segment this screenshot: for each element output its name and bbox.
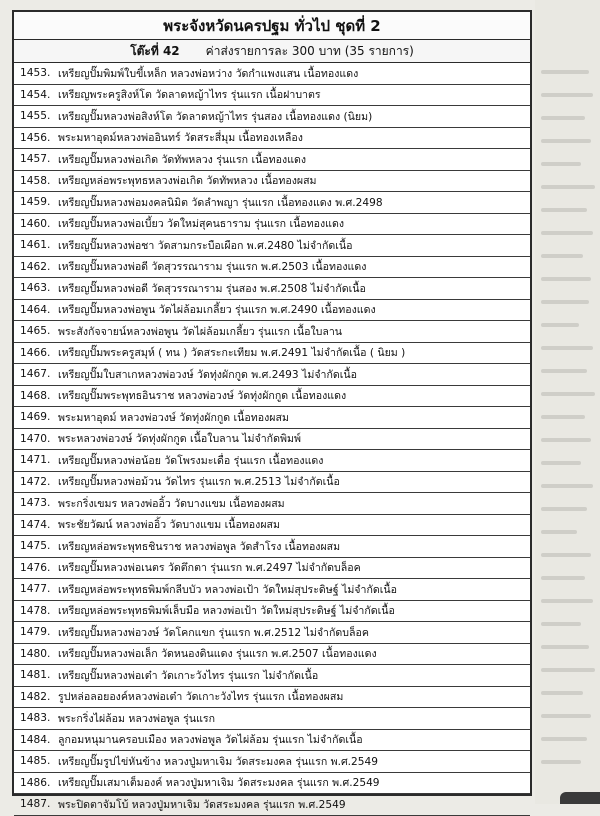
- list-item: [14, 730, 530, 752]
- list-item: [14, 493, 530, 515]
- item-number: 1461.: [20, 239, 51, 252]
- item-number: 1474.: [20, 518, 51, 531]
- list-item: [14, 214, 530, 236]
- item-number: 1475.: [20, 540, 51, 553]
- item-description: เหรียญพระครูสิงห์โต วัดลาดหญ้าไทร รุ่นแรก เนื้อฝาบาตร: [58, 89, 321, 102]
- item-number: 1459.: [20, 196, 51, 209]
- list-item: [14, 63, 530, 85]
- item-number: 1483.: [20, 712, 51, 725]
- item-description: เหรียญหล่อพระพุทธชินราช หลวงพ่อพูล วัดสำโรง เนื้อทองผสม: [58, 540, 341, 553]
- adjacent-page-bleed: [535, 0, 600, 804]
- item-number: 1454.: [20, 88, 51, 101]
- item-description: เหรียญปั๊มหลวงพ่อน้อย วัดโพรงมะเดื่อ รุ่นแรก เนื้อทองแดง: [58, 454, 324, 467]
- item-number: 1465.: [20, 325, 51, 338]
- item-number: 1453.: [20, 67, 51, 80]
- item-number: 1460.: [20, 217, 51, 230]
- list-item: [14, 773, 530, 795]
- item-number: 1482.: [20, 690, 51, 703]
- list-item: [14, 343, 530, 365]
- page-title: พระจังหวัดนครปฐม ทั่วไป ชุดที่ 2: [14, 12, 530, 40]
- item-description: พระปิดตาจัมโบ้ หลวงปู่มหาเจิม วัดสระมงคล รุ่นแรก พ.ศ.2549: [58, 798, 346, 811]
- list-item: [14, 192, 530, 214]
- list-item: [14, 128, 530, 150]
- item-description: เหรียญปั๊มหลวงพ่อชา วัดสามกระบือเผือก พ.ศ.2480 ไม่จำกัดเนื้อ: [58, 239, 353, 252]
- list-item: [14, 708, 530, 730]
- list-item: [14, 171, 530, 193]
- item-description: เหรียญปั๊มรูปไข่หันข้าง หลวงปู่มหาเจิม วัดสระมงคล รุ่นแรก พ.ศ.2549: [58, 755, 379, 768]
- item-number: 1476.: [20, 561, 51, 574]
- item-description: เหรียญปั๊มหลวงพ่อวงษ์ วัดโคกแขก รุ่นแรก พ.ศ.2512 ไม่จำกัดบล็อค: [58, 626, 369, 639]
- item-description: เหรียญปั๊มหลวงพ่อสิงห์โต วัดลาดหญ้าไทร รุ่นสอง เนื้อทองแดง (นิยม): [58, 110, 373, 123]
- item-number: 1485.: [20, 755, 51, 768]
- item-number: 1479.: [20, 626, 51, 639]
- list-item: [14, 794, 530, 816]
- item-number: 1478.: [20, 604, 51, 617]
- item-description: พระหลวงพ่อวงษ์ วัดทุ่งผักกูด เนื้อใบลาน ไม่จำกัดพิมพ์: [58, 433, 301, 446]
- list-item: [14, 751, 530, 773]
- item-number: 1462.: [20, 260, 51, 273]
- item-description: พระสังกัจจายน์หลวงพ่อพูน วัดไผ่ล้อมเกลี้ยว รุ่นแรก เนื้อใบลาน: [58, 325, 343, 338]
- list-item: [14, 429, 530, 451]
- list-item: [14, 300, 530, 322]
- item-number: 1477.: [20, 583, 51, 596]
- item-number: 1468.: [20, 389, 51, 402]
- list-item: [14, 235, 530, 257]
- item-number: 1486.: [20, 776, 51, 789]
- item-description: เหรียญปั๊มหลวงพ่อเบี้ยว วัดใหม่สุคนธาราม รุ่นแรก เนื้อทองแดง: [58, 218, 345, 231]
- list-item: [14, 601, 530, 623]
- list-item: [14, 85, 530, 107]
- item-description: เหรียญหล่อพระพุทธพิมพ์เล็บมือ หลวงพ่อเป้า วัดใหม่สุประดิษฐ์ ไม่จำกัดเนื้อ: [58, 605, 395, 618]
- item-description: พระกริ่งไผ่ล้อม หลวงพ่อพูล รุ่นแรก: [58, 712, 216, 725]
- list-item: [14, 536, 530, 558]
- item-description: เหรียญปั๊มหลวงพ่อพูน วัดไผ่ล้อมเกลี้ยว รุ่นแรก พ.ศ.2490 เนื้อทองแดง: [58, 304, 376, 317]
- item-number: 1487.: [20, 798, 51, 811]
- item-number: 1471.: [20, 454, 51, 467]
- list-item: [14, 149, 530, 171]
- item-list: [14, 63, 530, 816]
- item-description: พระกริ่งเขมร หลวงพ่ออิ้ว วัดบางแขม เนื้อทองผสม: [58, 497, 285, 510]
- item-description: เหรียญปั๊มใบสาเกหลวงพ่อวงษ์ วัดทุ่งผักกูด พ.ศ.2493 ไม่จำกัดเนื้อ: [58, 368, 358, 381]
- list-item: [14, 321, 530, 343]
- item-description: เหรียญปั๊มหลวงพ่อเต๋า วัดเกาะวังไทร รุ่นแรก ไม่จำกัดเนื้อ: [58, 669, 319, 682]
- item-number: 1467.: [20, 368, 51, 381]
- item-number: 1466.: [20, 346, 51, 359]
- item-description: เหรียญปั๊มพระครูสมุห์ ( ทน ) วัดสระกะเทียม พ.ศ.2491 ไม่จำกัดเนื้อ ( นิยม ): [58, 347, 406, 360]
- item-number: 1470.: [20, 432, 51, 445]
- item-description: เหรียญปั๊มหลวงพ่อเล็ก วัดหนองดินแดง รุ่นแรก พ.ศ.2507 เนื้อทองแดง: [58, 648, 377, 661]
- item-description: พระชัยวัฒน์ หลวงพ่ออิ้ว วัดบางแขม เนื้อทองผสม: [58, 519, 281, 532]
- list-item: [14, 278, 530, 300]
- item-number: 1464.: [20, 303, 51, 316]
- item-number: 1469.: [20, 411, 51, 424]
- page-corner-tab: [560, 792, 600, 804]
- list-item: [14, 450, 530, 472]
- item-description: เหรียญหล่อพระพุทธพิมพ์กลีบบัว หลวงพ่อเป้า วัดใหม่สุประดิษฐ์ ไม่จำกัดเนื้อ: [58, 583, 397, 596]
- item-description: เหรียญปั๊มหลวงพ่อเนตร วัดตึกตา รุ่นแรก พ.ศ.2497 ไม่จำกัดบล็อค: [58, 562, 361, 575]
- item-number: 1457.: [20, 153, 51, 166]
- item-description: เหรียญปั๊มหลวงพ่อดี วัดสุวรรณาราม รุ่นสอง พ.ศ.2508 ไม่จำกัดเนื้อ: [58, 282, 366, 295]
- item-description: พระมหาอุดม์หลวงพ่ออินทร์ วัดสระสี่มุม เนื้อทองเหลือง: [58, 132, 303, 145]
- item-description: เหรียญหล่อพระพุทธหลวงพ่อเกิด วัดทัพหลวง เนื้อทองผสม: [58, 175, 317, 188]
- item-number: 1480.: [20, 647, 51, 660]
- item-number: 1455.: [20, 110, 51, 123]
- list-item: [14, 622, 530, 644]
- item-description: เหรียญปั๊มเสมาเต็มองค์ หลวงปู่มหาเจิม วัดสระมงคล รุ่นแรก พ.ศ.2549: [58, 777, 380, 790]
- list-item: [14, 515, 530, 537]
- item-description: รูปหล่อลอยองค์หลวงพ่อเต๋า วัดเกาะวังไทร รุ่นแรก เนื้อทองผสม: [58, 691, 344, 704]
- item-number: 1473.: [20, 497, 51, 510]
- item-number: 1456.: [20, 131, 51, 144]
- list-item: [14, 472, 530, 494]
- item-description: เหรียญปั๊มพระพุทธอินราช หลวงพ่อวงษ์ วัดทุ่งผักกูด เนื้อทองแดง: [58, 390, 347, 403]
- item-number: 1484.: [20, 733, 51, 746]
- item-description: เหรียญปั๊มหลวงพ่อม้วน วัดไทร รุ่นแรก พ.ศ.2513 ไม่จำกัดเนื้อ: [58, 476, 340, 489]
- item-number: 1472.: [20, 475, 51, 488]
- list-item: [14, 386, 530, 408]
- table-number: โต๊ะที่ 42: [130, 43, 180, 58]
- table-subheader: [14, 40, 530, 63]
- item-description: เหรียญปั๊มหลวงพ่อมงคลนิมิต วัดลำพญา รุ่นแรก เนื้อทองแดง พ.ศ.2498: [58, 196, 383, 209]
- item-description: เหรียญปั๊มหลวงพ่อดี วัดสุวรรณาราม รุ่นแรก พ.ศ.2503 เนื้อทองแดง: [58, 261, 367, 274]
- item-description: ลูกอมหนุมานครอบเมือง หลวงพ่อพูล วัดไผ่ล้อม รุ่นแรก ไม่จำกัดเนื้อ: [58, 734, 363, 747]
- item-description: พระมหาอุดม์ หลวงพ่อวงษ์ วัดทุ่งผักกูด เนื้อทองผสม: [58, 411, 289, 424]
- list-item: [14, 364, 530, 386]
- item-number: 1458.: [20, 174, 51, 187]
- list-item: [14, 106, 530, 128]
- item-number: 1463.: [20, 282, 51, 295]
- item-description: เหรียญปั๊มพิมพ์ใบขี้เหล็ก หลวงพ่อหว่าง วัดกำแพงแสน เนื้อทองแดง: [58, 67, 359, 80]
- item-number: 1481.: [20, 669, 51, 682]
- list-item: [14, 257, 530, 279]
- list-item: [14, 407, 530, 429]
- catalog-sheet: [12, 10, 532, 811]
- list-item: [14, 579, 530, 601]
- list-item: [14, 687, 530, 709]
- list-item: [14, 558, 530, 580]
- item-description: เหรียญปั๊มหลวงพ่อเกิด วัดทัพหลวง รุ่นแรก เนื้อทองแดง: [58, 153, 307, 166]
- list-item: [14, 665, 530, 687]
- list-item: [14, 644, 530, 666]
- fee-note: ค่าส่งรายการละ 300 บาท (35 รายการ): [205, 43, 414, 58]
